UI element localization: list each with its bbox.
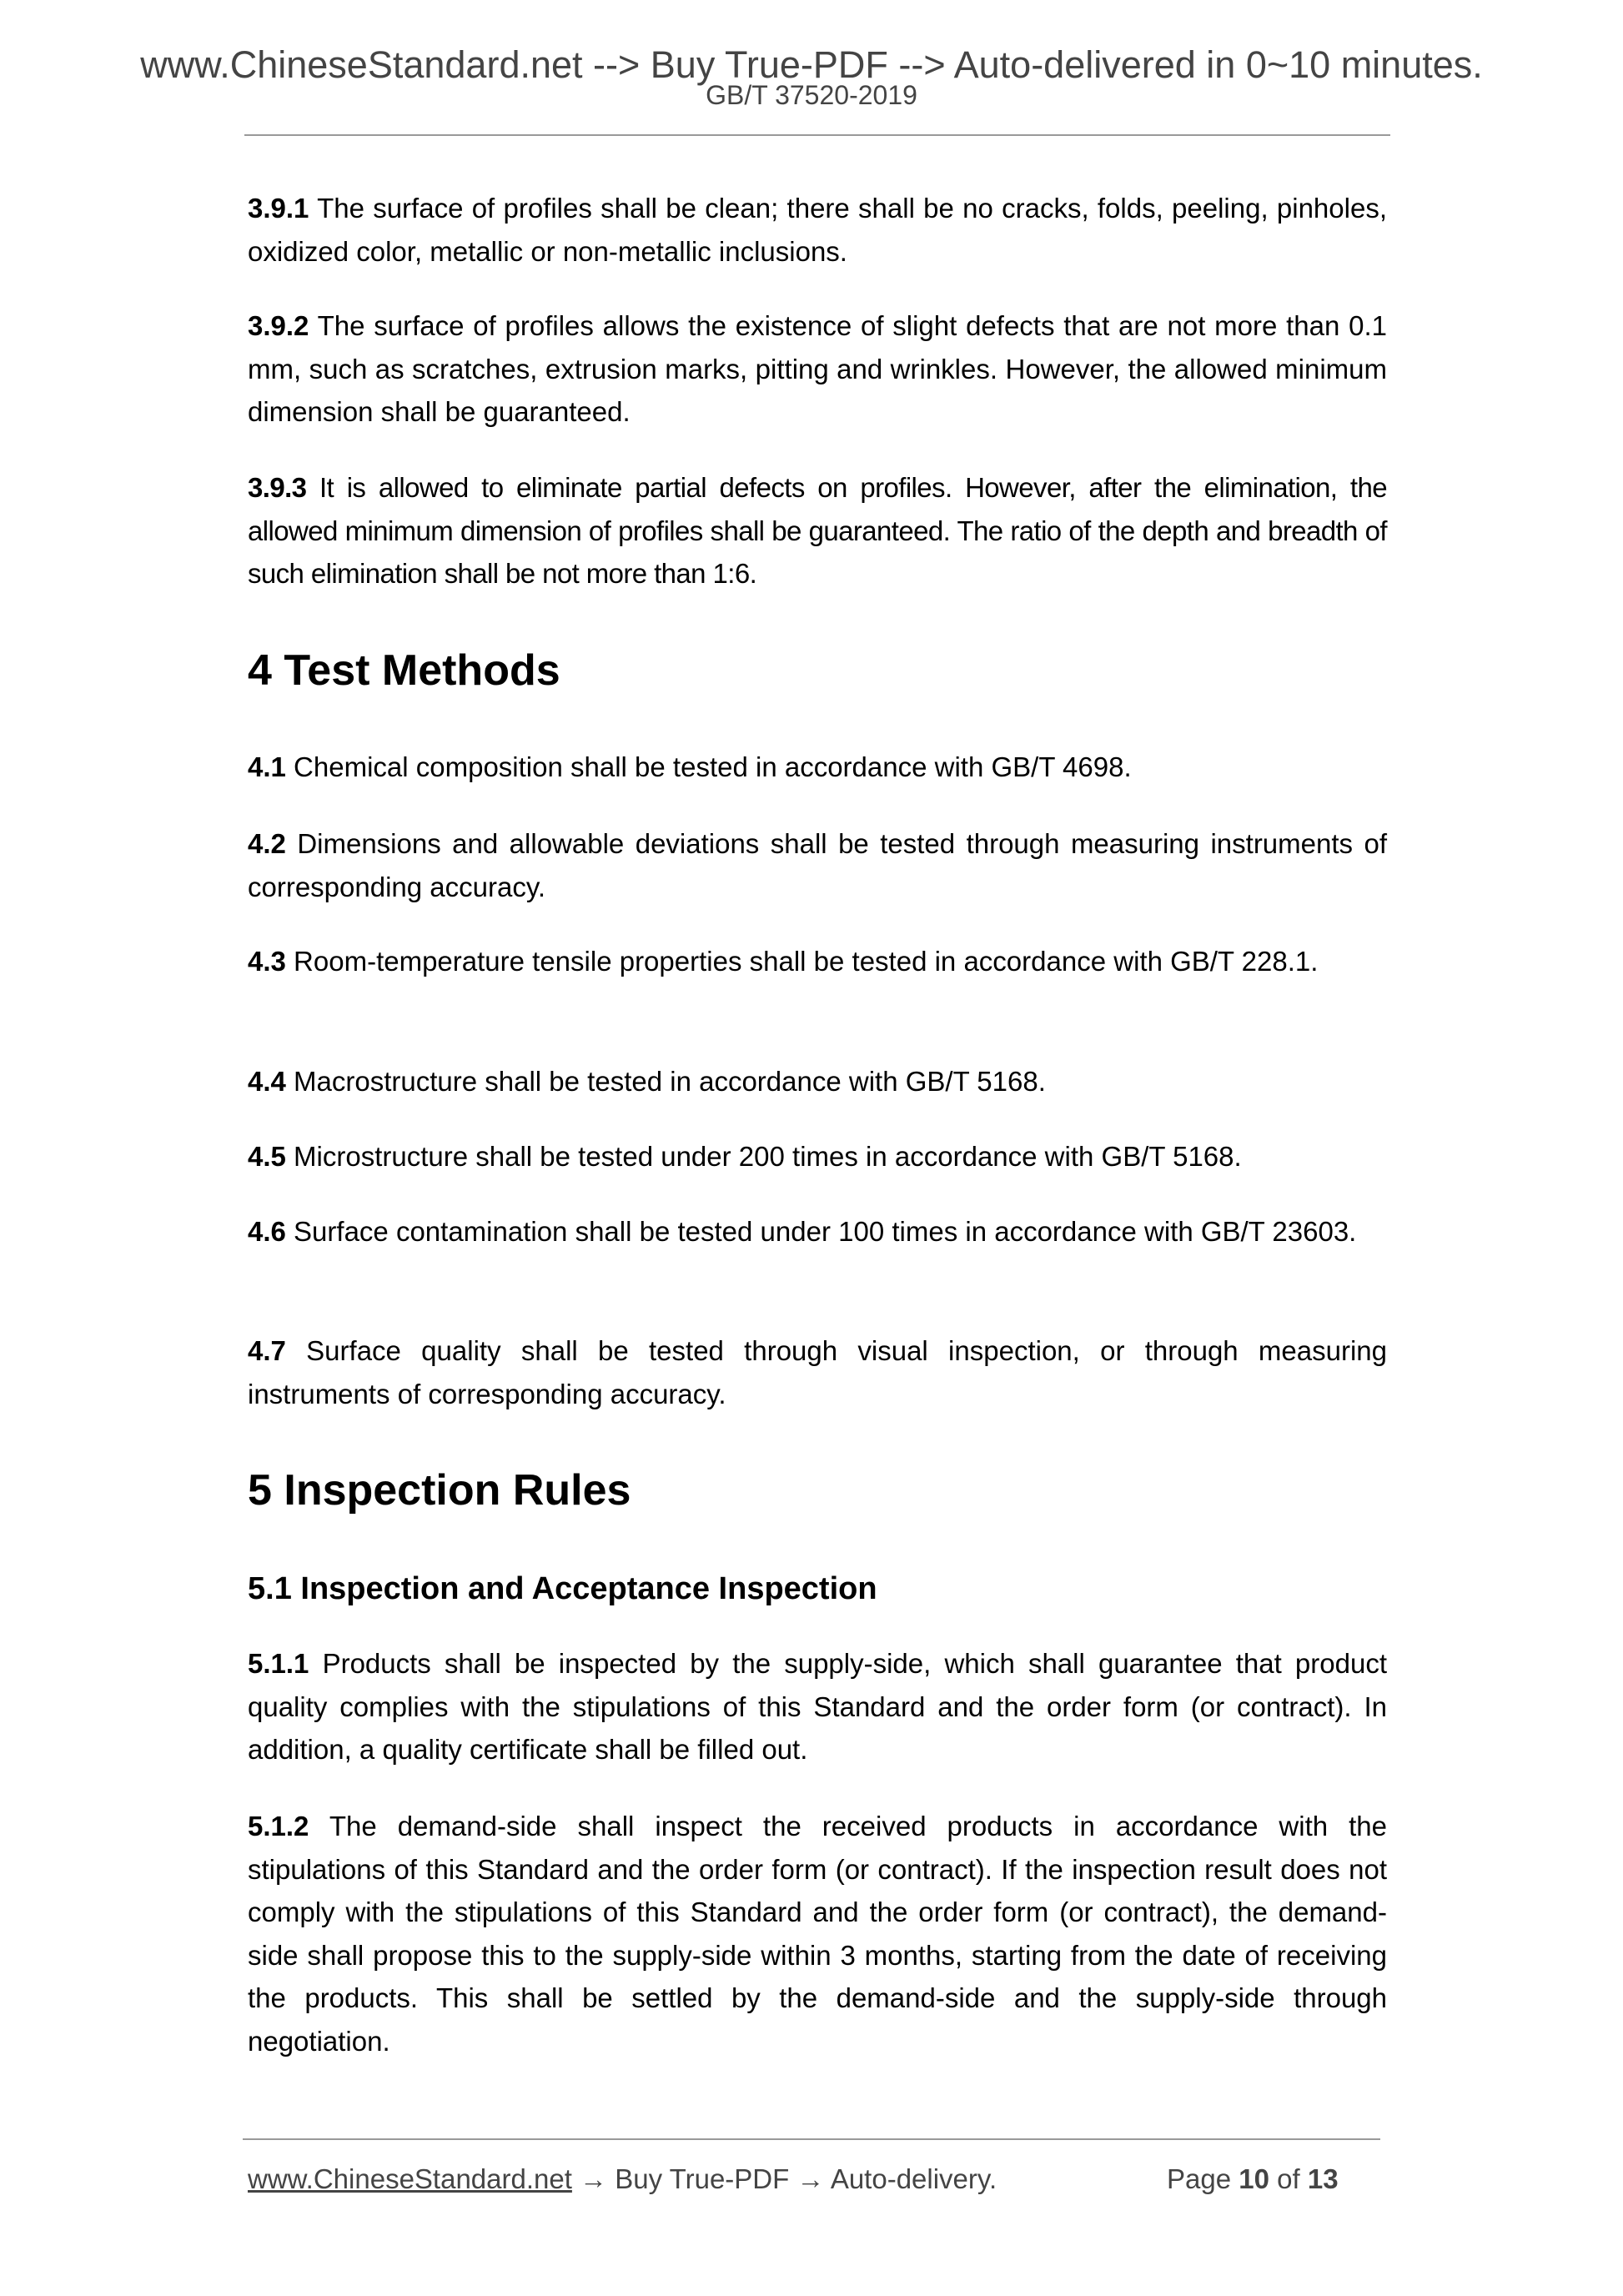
clause-text: The surface of profiles shall be clean; there shall be no cracks, folds, peeling, pinholes, oxidized color, metallic or non-metallic inclusions. bbox=[248, 193, 1387, 267]
subsection-heading-5-1: 5.1 Inspection and Acceptance Inspection bbox=[248, 1571, 877, 1606]
of-label: of bbox=[1277, 2163, 1300, 2194]
clause-text: Chemical composition shall be tested in accordance with GB/T 4698. bbox=[294, 751, 1132, 782]
clause-number: 3.9.1 bbox=[248, 193, 309, 224]
paragraph-3-9-1 bbox=[248, 187, 1387, 273]
clause-number: 4.5 bbox=[248, 1141, 286, 1172]
footer-divider bbox=[243, 2138, 1380, 2140]
clause-text: Surface contamination shall be tested under 100 times in accordance with GB/T 23603. bbox=[294, 1216, 1357, 1247]
clause-number: 4.6 bbox=[248, 1216, 286, 1247]
clause-number: 4.4 bbox=[248, 1066, 286, 1097]
clause-4-4 bbox=[248, 1060, 1387, 1103]
clause-text: Room-temperature tensile properties shall be tested in accordance with GB/T 228.1. bbox=[294, 946, 1319, 977]
clause-4-1 bbox=[248, 746, 1387, 789]
footer-site-link[interactable]: www.ChineseStandard.net bbox=[248, 2163, 572, 2194]
current-page: 10 bbox=[1239, 2163, 1269, 2194]
clause-number: 4.7 bbox=[248, 1335, 286, 1366]
paragraph-3-9-2 bbox=[248, 304, 1387, 434]
clause-text: The surface of profiles allows the existence of slight defects that are not more than 0.1 mm, such as scratches, extrusion marks, pitting and wrinkles. However, the allowed minimum dimension shall be guaranteed. bbox=[248, 310, 1387, 427]
clause-4-2 bbox=[248, 822, 1387, 908]
clause-text: It is allowed to eliminate partial defects on profiles. However, after the elimination, the allowed minimum dimension of profiles shall be guaranteed. The ratio of the depth and breadth of such elimination shall be not more than 1:6. bbox=[248, 472, 1387, 589]
section-heading-5: 5 Inspection Rules bbox=[248, 1466, 631, 1515]
clause-number: 4.2 bbox=[248, 828, 286, 859]
header-divider bbox=[244, 134, 1390, 136]
page-label: Page bbox=[1167, 2163, 1232, 2194]
clause-4-3 bbox=[248, 940, 1387, 983]
clause-text: Macrostructure shall be tested in accordance with GB/T 5168. bbox=[294, 1066, 1046, 1097]
page-indicator bbox=[1167, 2162, 1339, 2197]
clause-number: 5.1.2 bbox=[248, 1811, 309, 1841]
section-heading-4: 4 Test Methods bbox=[248, 646, 560, 695]
total-pages: 13 bbox=[1307, 2163, 1339, 2194]
clause-text: Dimensions and allowable deviations shall be tested through measuring instruments of corresponding accuracy. bbox=[248, 828, 1387, 902]
clause-number: 4.3 bbox=[248, 946, 286, 977]
clause-4-7 bbox=[248, 1329, 1387, 1415]
clause-text: Microstructure shall be tested under 200 times in accordance with GB/T 5168. bbox=[294, 1141, 1242, 1172]
standard-number: GB/T 37520-2019 bbox=[706, 80, 917, 110]
footer-tagline bbox=[248, 2162, 997, 2197]
clause-4-6 bbox=[248, 1210, 1387, 1254]
clause-text: Products shall be inspected by the supply-side, which shall guarantee that product quality complies with the stipulations of this Standard and the order form (or contract). In addition, a quality certificate shall be filled out. bbox=[248, 1648, 1388, 1765]
clause-text: Surface quality shall be tested through visual inspection, or through measuring instruments of corresponding accuracy. bbox=[248, 1335, 1388, 1409]
clause-number: 5.1.1 bbox=[248, 1648, 309, 1679]
clause-5-1-1 bbox=[248, 1642, 1387, 1771]
paragraph-3-9-3 bbox=[248, 466, 1387, 595]
clause-number: 3.9.2 bbox=[248, 310, 309, 341]
clause-number: 4.1 bbox=[248, 751, 286, 782]
header-banner: www.ChineseStandard.net --> Buy True-PDF --> Auto-delivered in 0~10 minutes. bbox=[140, 43, 1483, 86]
footer-tagline-text: → Buy True-PDF → Auto-delivery. bbox=[571, 2163, 997, 2194]
clause-text: The demand-side shall inspect the received products in accordance with the stipulations of this Standard and the order form (or contract). If the inspection result does not comply with the stipulations of this Standard and the order form (or contract), the demand-side shall propose this to the supply-side within 3 months, starting from the date of receiving the products. This shall be settled by the demand-side and the supply-side through negotiation. bbox=[248, 1811, 1387, 2057]
clause-4-5 bbox=[248, 1135, 1387, 1178]
clause-5-1-2 bbox=[248, 1805, 1387, 2062]
clause-number: 3.9.3 bbox=[248, 472, 307, 503]
